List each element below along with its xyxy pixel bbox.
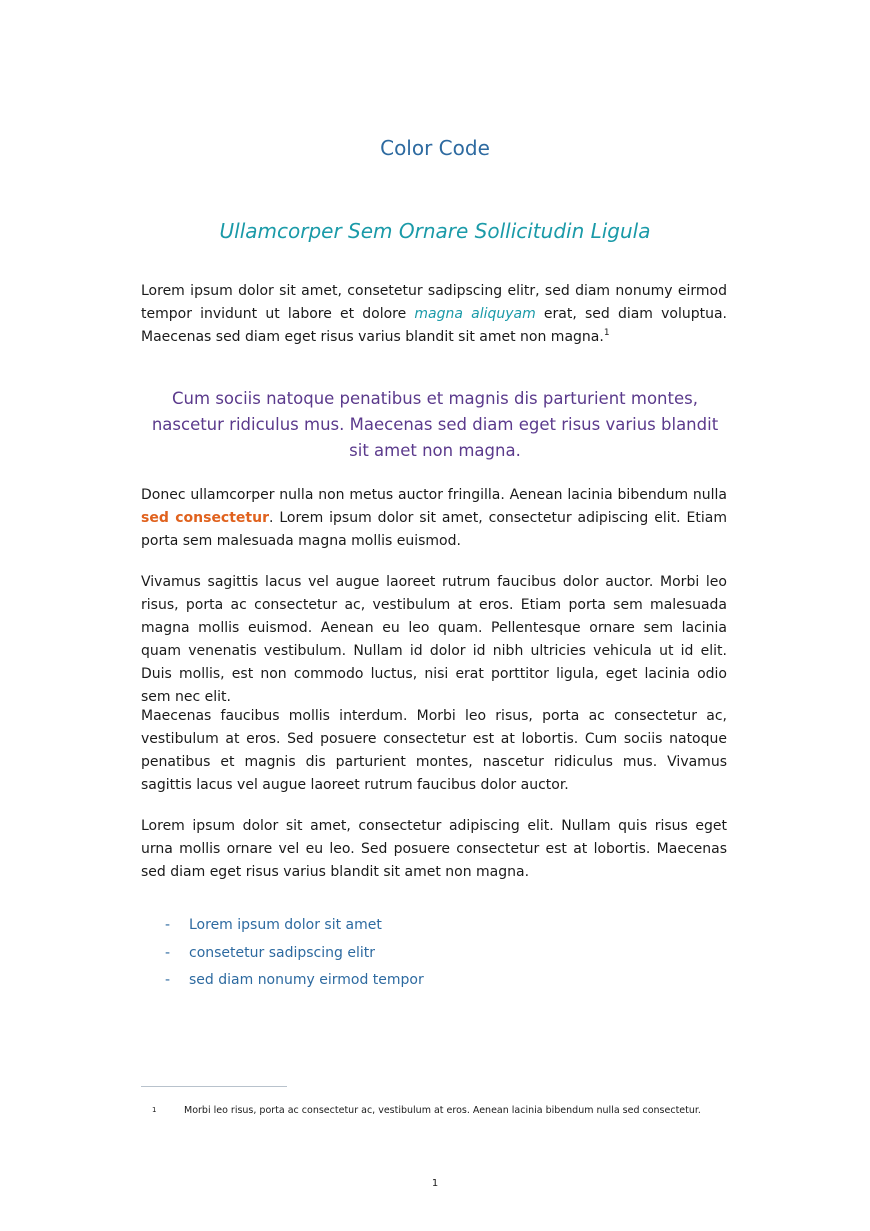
paragraph-1-text-after: erat, sed diam voluptua. Maecenas sed diam eget risus varius blandit sit amet non magna. — [141, 306, 727, 345]
list-dash: - — [165, 972, 171, 988]
footnote-divider — [141, 1086, 287, 1087]
page-title: Color Code — [380, 136, 490, 160]
paragraph-4: Maecenas faucibus mollis interdum. Morbi leo risus, porta ac consectetur ac, vestibulum at eros. Sed posuere consectetur est at lobortis. Cum sociis natoque penatibus et magnis dis parturient montes, nascetur ridiculus mus. Vivamus sagittis lacus vel augue laoreet rutrum faucibus dolor auctor. — [141, 708, 727, 793]
footnote — [152, 1104, 712, 1117]
section-subtitle: Ullamcorper Sem Ornare Sollicitudin Ligula — [219, 219, 651, 243]
page-number: 1 — [431, 1178, 439, 1189]
list-item-text: Lorem ipsum dolor sit amet — [189, 917, 382, 933]
footnote-reference[interactable]: 1 — [603, 328, 610, 338]
list-item — [165, 940, 424, 968]
paragraph-3: Vivamus sagittis lacus vel augue laoreet rutrum faucibus dolor auctor. Morbi leo risus, porta ac consectetur ac, vestibulum at eros. Etiam porta sem malesuada magna mollis euismod. Aenean eu leo quam. Pellentesque ornare sem lacinia quam venenatis vestibulum. Nullam id dolor id nibh ultricies vehicula ut id elit. Duis mollis, est non commodo luctus, nisi erat porttitor ligula, eget lacinia odio sem nec elit. — [141, 574, 727, 705]
highlight-teal: magna aliquyam — [414, 306, 536, 322]
list-item-text: sed diam nonumy eirmod tempor — [189, 972, 424, 988]
list-dash: - — [165, 917, 171, 933]
dash-list — [165, 912, 424, 995]
list-item — [165, 912, 424, 940]
paragraph-2 — [141, 484, 727, 553]
footnote-mark: 1 — [152, 1106, 157, 1114]
list-dash: - — [165, 944, 171, 961]
pull-quote: Cum sociis natoque penatibus et magnis dis parturient montes, nascetur ridiculus mus. Maecenas sed diam eget risus varius blandit sit amet non magna. — [151, 389, 719, 460]
list-item-text: consetetur sadipscing elitr — [189, 944, 375, 961]
paragraph-1 — [141, 280, 727, 349]
highlight-orange: sed consectetur — [141, 510, 269, 526]
paragraph-2-text-before: Donec ullamcorper nulla non metus auctor fringilla. Aenean lacinia bibendum nulla — [141, 487, 727, 503]
paragraph-1-text-before: Lorem ipsum dolor sit amet, consetetur sadipscing elitr, sed diam nonumy eirmod tempor invidunt ut labore et dolore — [141, 283, 727, 322]
paragraph-2-text-after: . Lorem ipsum dolor sit amet, consectetur adipiscing elit. Etiam porta sem malesuada magna mollis euismod. — [141, 510, 727, 549]
list-item — [165, 967, 424, 995]
footnote-text: Morbi leo risus, porta ac consectetur ac, vestibulum at eros. Aenean lacinia bibendum nulla sed consectetur. — [184, 1105, 701, 1116]
paragraph-5: Lorem ipsum dolor sit amet, consectetur adipiscing elit. Nullam quis risus eget urna mollis ornare vel eu leo. Sed posuere consectetur est at lobortis. Maecenas sed diam eget risus varius blandit sit amet non magna. — [141, 818, 727, 880]
